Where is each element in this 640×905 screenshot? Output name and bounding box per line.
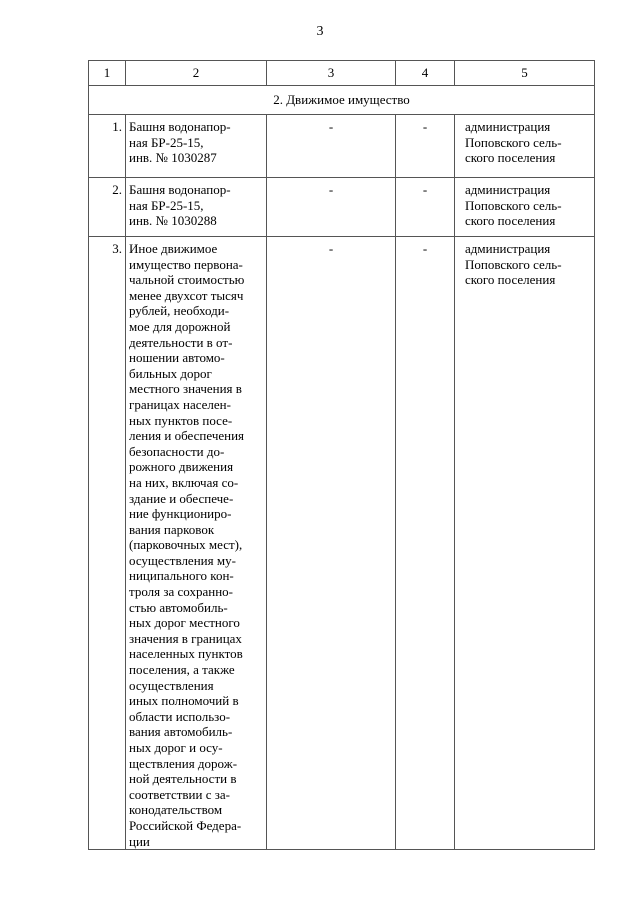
text-line: ная БР-25-15, bbox=[129, 134, 204, 150]
text-line: ления и обеспечения bbox=[129, 428, 245, 444]
text-line: Российской Федера- bbox=[129, 817, 242, 833]
text-line: Иное движимое bbox=[129, 241, 218, 256]
text-line: мое для дорожной bbox=[129, 318, 231, 334]
owner-name bbox=[455, 237, 595, 850]
text-line: администрация bbox=[465, 241, 551, 256]
column-header-2: 2 bbox=[126, 61, 267, 86]
text-line: ношении автомо- bbox=[129, 350, 225, 366]
text-line: ции bbox=[129, 833, 150, 849]
text-line: бильных дорог bbox=[129, 365, 212, 381]
text-line: ных дорог местного bbox=[129, 615, 240, 631]
column-header-4: 4 bbox=[396, 61, 455, 86]
col4-value: - bbox=[396, 115, 455, 178]
col3-value: - bbox=[267, 237, 396, 850]
text-line: Башня водонапор- bbox=[129, 119, 231, 134]
text-line: местного значения в bbox=[129, 381, 242, 397]
text-line: ского поселения bbox=[465, 213, 556, 229]
text-line: чальной стоимостью bbox=[129, 272, 245, 288]
text-line: ных дорог и осу- bbox=[129, 740, 223, 755]
column-header-row bbox=[89, 61, 595, 86]
text-line: рублей, необходи- bbox=[129, 303, 230, 319]
section-row bbox=[89, 86, 595, 115]
col3-value: - bbox=[267, 115, 396, 178]
row-number: 1. bbox=[89, 115, 126, 178]
text-line: ние функциониро- bbox=[129, 506, 232, 522]
text-line: осуществления bbox=[129, 677, 214, 693]
text-line: администрация bbox=[465, 182, 551, 197]
text-line: поселения, а также bbox=[129, 662, 235, 678]
col4-value: - bbox=[396, 178, 455, 237]
text-line: здание и обеспече- bbox=[129, 490, 234, 506]
column-header-1: 1 bbox=[89, 61, 126, 86]
text-line: стью автомобиль- bbox=[129, 599, 228, 615]
property-table bbox=[88, 60, 595, 850]
item-name bbox=[126, 178, 267, 237]
text-line: имущество первона- bbox=[129, 256, 243, 272]
section-title: 2. Движимое имущество bbox=[89, 86, 595, 115]
text-line: осуществления му- bbox=[129, 552, 236, 568]
text-line: Башня водонапор- bbox=[129, 182, 231, 197]
table-row bbox=[89, 115, 595, 178]
text-line: соответствии с за- bbox=[129, 786, 230, 802]
text-line: области использо- bbox=[129, 708, 231, 724]
owner-name bbox=[455, 178, 595, 237]
text-line: администрация bbox=[465, 119, 551, 134]
col3-value: - bbox=[267, 178, 396, 237]
text-line: ского поселения bbox=[465, 272, 556, 288]
text-line: значения в границах bbox=[129, 630, 242, 646]
text-line: вания парковок bbox=[129, 521, 215, 537]
text-line: (парковочных мест), bbox=[129, 537, 243, 553]
text-line: ниципального кон- bbox=[129, 568, 234, 584]
row-number: 2. bbox=[89, 178, 126, 237]
text-line: ная БР-25-15, bbox=[129, 197, 204, 213]
text-line: ной деятельности в bbox=[129, 771, 237, 787]
column-header-3: 3 bbox=[267, 61, 396, 86]
text-line: иных полномочий в bbox=[129, 693, 239, 709]
text-line: вания автомобиль- bbox=[129, 724, 233, 740]
text-line: населенных пунктов bbox=[129, 646, 243, 662]
column-header-5: 5 bbox=[455, 61, 595, 86]
text-line: границах населен- bbox=[129, 396, 231, 412]
text-line: менее двухсот тысяч bbox=[129, 287, 244, 303]
text-line: рожного движения bbox=[129, 459, 234, 475]
col4-value: - bbox=[396, 237, 455, 850]
row-number: 3. bbox=[89, 237, 126, 850]
table-row bbox=[89, 237, 595, 850]
table-row bbox=[89, 178, 595, 237]
text-line: деятельности в от- bbox=[129, 334, 233, 350]
page-number: 3 bbox=[316, 24, 324, 39]
text-line: ных пунктов посе- bbox=[129, 412, 233, 428]
text-line: инв. № 1030288 bbox=[129, 213, 217, 229]
text-line: на них, включая со- bbox=[129, 474, 239, 490]
owner-name bbox=[455, 115, 595, 178]
text-line: конодательством bbox=[129, 802, 223, 818]
text-line: троля за сохранно- bbox=[129, 584, 233, 600]
text-line: Поповского сель- bbox=[465, 134, 562, 150]
text-line: безопасности до- bbox=[129, 443, 225, 459]
text-line: Поповского сель- bbox=[465, 256, 562, 272]
item-name bbox=[126, 115, 267, 178]
text-line: инв. № 1030287 bbox=[129, 150, 217, 166]
text-line: ского поселения bbox=[465, 150, 556, 166]
item-name bbox=[126, 237, 267, 850]
text-line: Поповского сель- bbox=[465, 197, 562, 213]
text-line: ществления дорож- bbox=[129, 755, 238, 771]
